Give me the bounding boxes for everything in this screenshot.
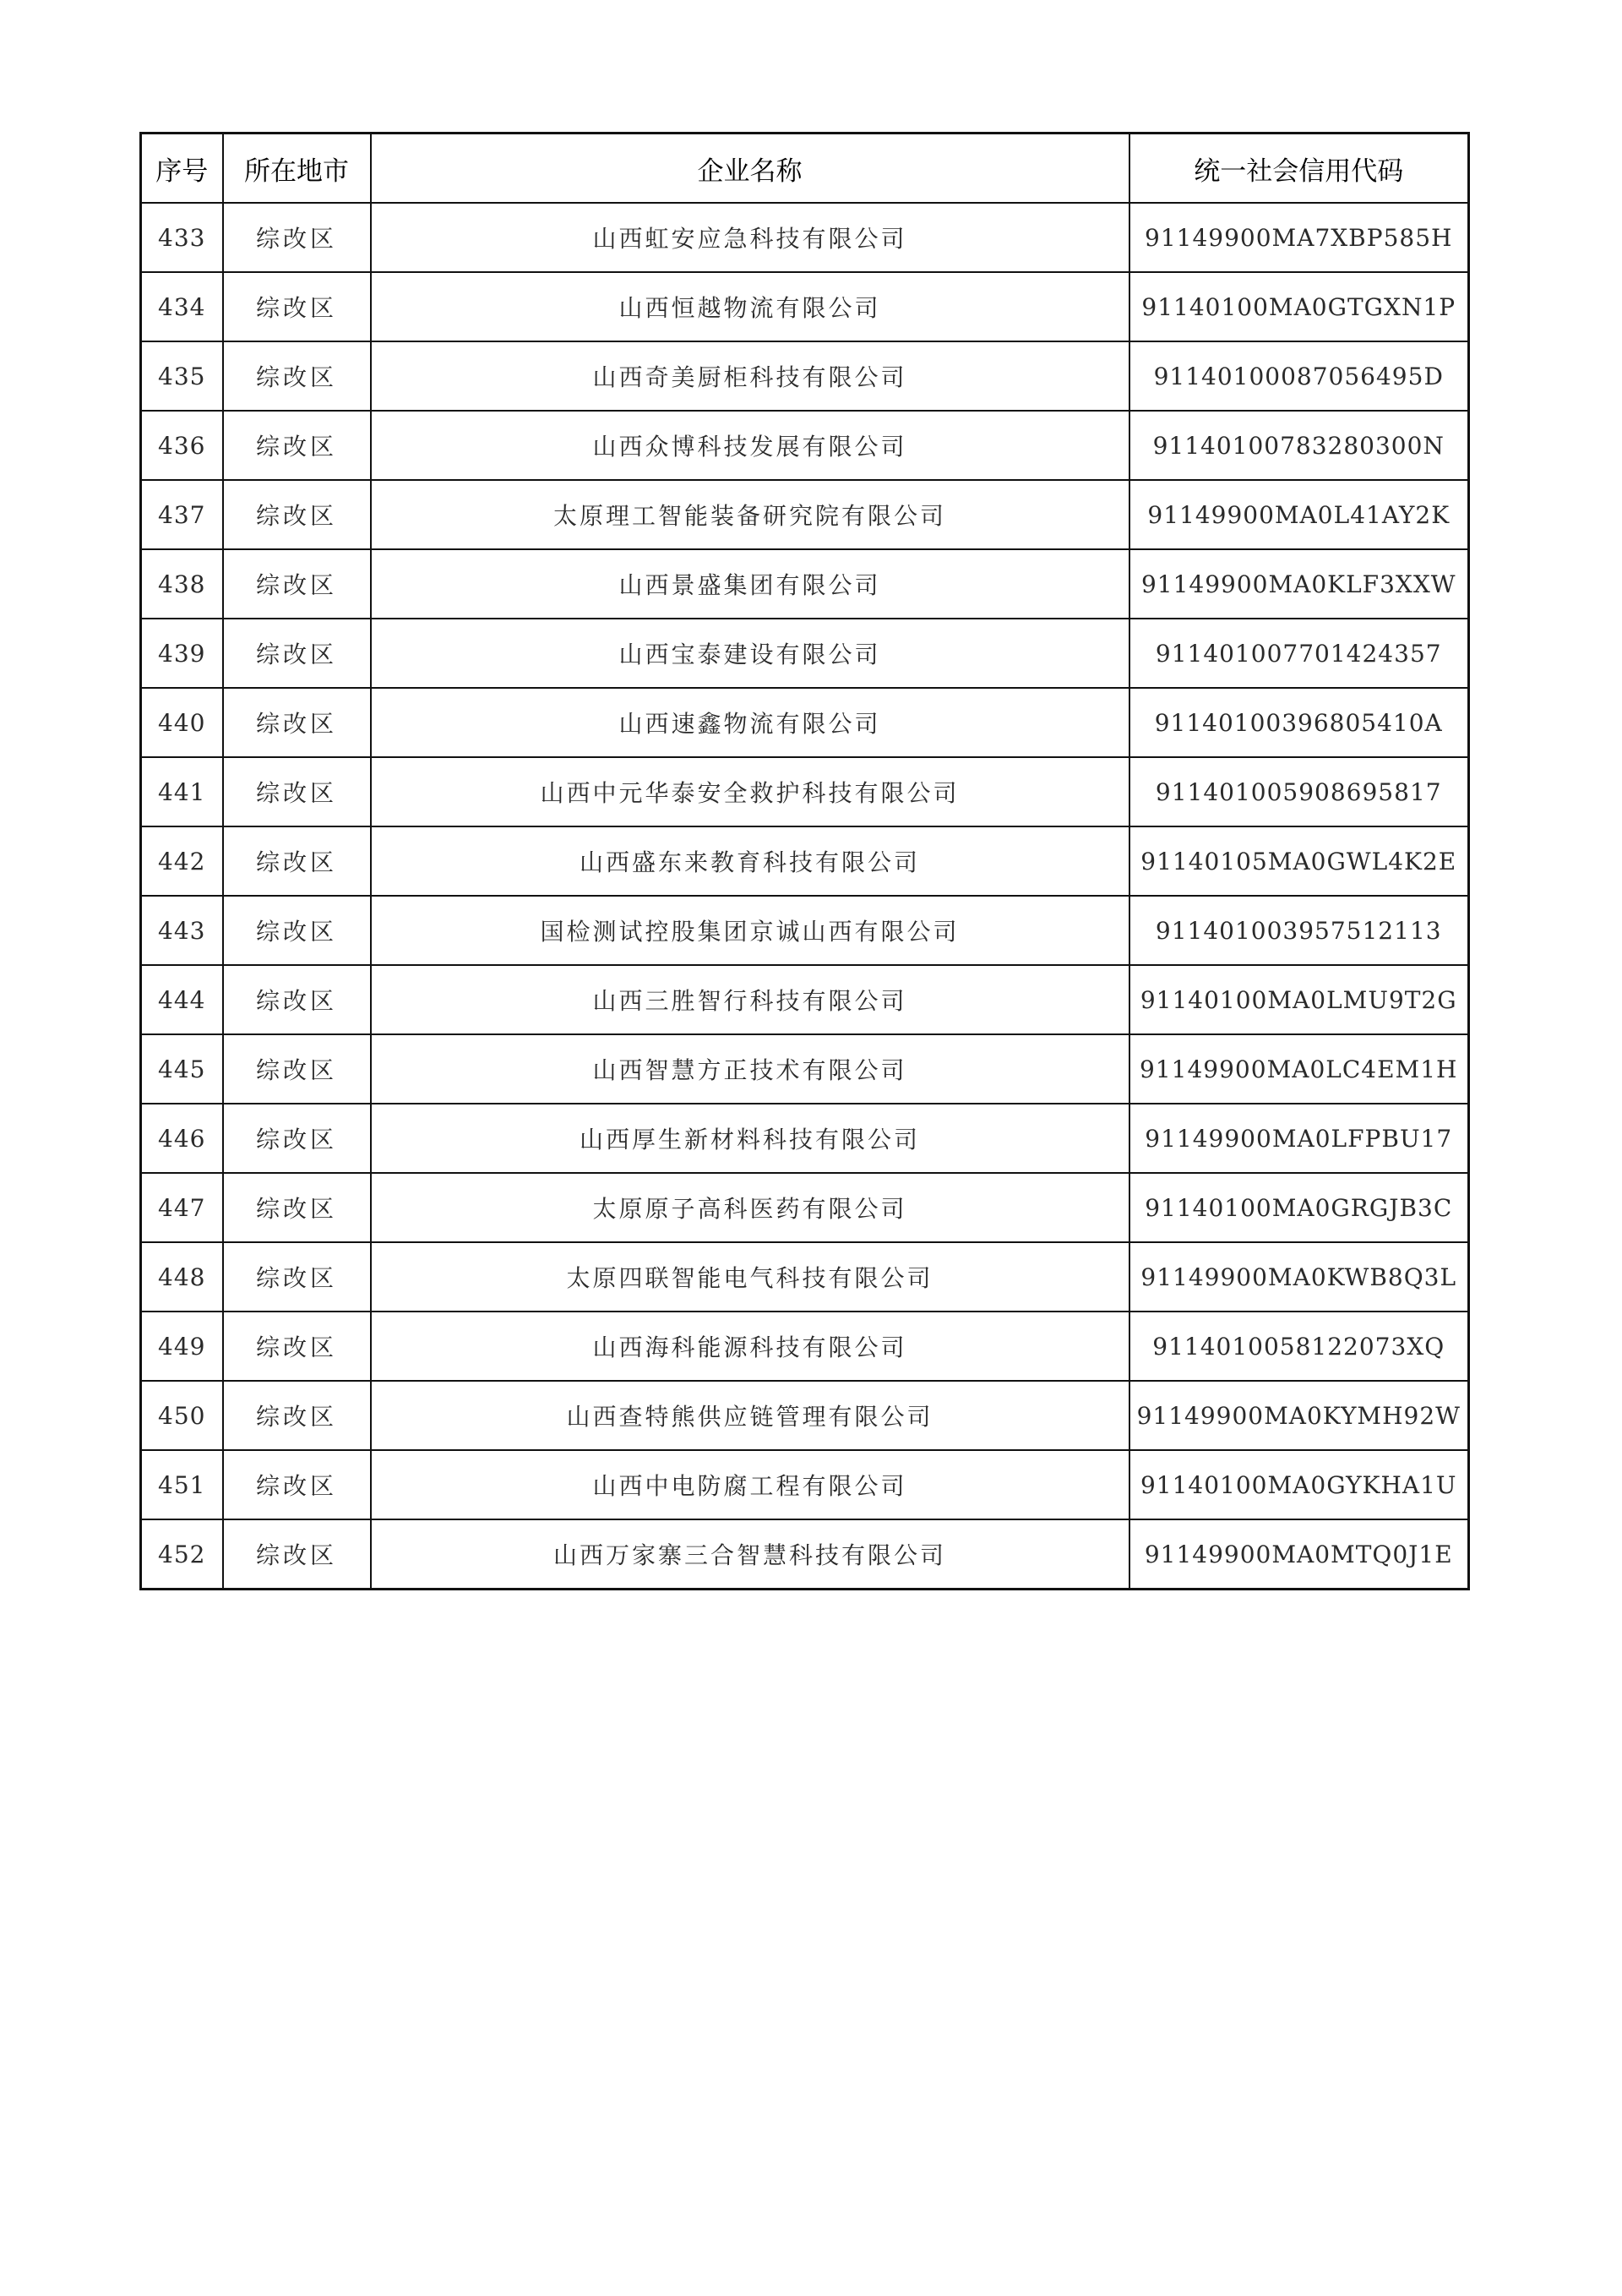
cell-credit-code: 91149900MA0KYMH92W [1129, 1381, 1469, 1450]
table-row [141, 272, 1469, 341]
cell-enterprise-name: 山西众博科技发展有限公司 [371, 411, 1129, 480]
cell-seq: 437 [141, 480, 223, 549]
cell-seq: 439 [141, 619, 223, 688]
cell-credit-code: 91149900MA0L41AY2K [1129, 480, 1469, 549]
cell-seq: 446 [141, 1104, 223, 1173]
cell-city: 综改区 [223, 480, 371, 549]
table-row [141, 1450, 1469, 1519]
table-row [141, 1242, 1469, 1312]
table-row [141, 203, 1469, 272]
cell-city: 综改区 [223, 203, 371, 272]
table-row [141, 1104, 1469, 1173]
table-row [141, 896, 1469, 965]
cell-seq: 433 [141, 203, 223, 272]
cell-city: 综改区 [223, 619, 371, 688]
table-row [141, 411, 1469, 480]
table-row [141, 688, 1469, 757]
cell-credit-code: 91149900MA0KWB8Q3L [1129, 1242, 1469, 1312]
cell-enterprise-name: 太原原子高科医药有限公司 [371, 1173, 1129, 1242]
cell-city: 综改区 [223, 411, 371, 480]
cell-credit-code: 911401005908695817 [1129, 757, 1469, 826]
cell-city: 综改区 [223, 272, 371, 341]
cell-credit-code: 91140100396805410A [1129, 688, 1469, 757]
cell-city: 综改区 [223, 1242, 371, 1312]
cell-credit-code: 911401003957512113 [1129, 896, 1469, 965]
table-row [141, 965, 1469, 1034]
cell-city: 综改区 [223, 1519, 371, 1590]
cell-enterprise-name: 山西盛东来教育科技有限公司 [371, 826, 1129, 896]
cell-credit-code: 91140100MA0GTGXN1P [1129, 272, 1469, 341]
cell-enterprise-name: 山西查特熊供应链管理有限公司 [371, 1381, 1129, 1450]
table-row [141, 1173, 1469, 1242]
cell-enterprise-name: 国检测试控股集团京诚山西有限公司 [371, 896, 1129, 965]
cell-credit-code: 91140100MA0LMU9T2G [1129, 965, 1469, 1034]
cell-city: 综改区 [223, 341, 371, 411]
header-row [141, 134, 1469, 204]
table-row [141, 1381, 1469, 1450]
header-city: 所在地市 [223, 134, 371, 204]
table-row [141, 1519, 1469, 1590]
cell-credit-code: 91149900MA0LC4EM1H [1129, 1034, 1469, 1104]
cell-seq: 445 [141, 1034, 223, 1104]
table-row [141, 480, 1469, 549]
cell-enterprise-name: 山西恒越物流有限公司 [371, 272, 1129, 341]
cell-credit-code: 91149900MA7XBP585H [1129, 203, 1469, 272]
header-seq: 序号 [141, 134, 223, 204]
cell-seq: 443 [141, 896, 223, 965]
table-row [141, 549, 1469, 619]
cell-city: 综改区 [223, 549, 371, 619]
cell-enterprise-name: 山西中电防腐工程有限公司 [371, 1450, 1129, 1519]
cell-credit-code: 91140105MA0GWL4K2E [1129, 826, 1469, 896]
cell-enterprise-name: 山西速鑫物流有限公司 [371, 688, 1129, 757]
cell-city: 综改区 [223, 896, 371, 965]
cell-enterprise-name: 山西虹安应急科技有限公司 [371, 203, 1129, 272]
cell-enterprise-name: 山西厚生新材料科技有限公司 [371, 1104, 1129, 1173]
table-row [141, 1034, 1469, 1104]
cell-enterprise-name: 山西智慧方正技术有限公司 [371, 1034, 1129, 1104]
table-header [141, 134, 1469, 204]
cell-seq: 449 [141, 1312, 223, 1381]
header-code: 统一社会信用代码 [1129, 134, 1469, 204]
table-row [141, 826, 1469, 896]
cell-credit-code: 911401007701424357 [1129, 619, 1469, 688]
cell-seq: 442 [141, 826, 223, 896]
cell-seq: 447 [141, 1173, 223, 1242]
cell-seq: 434 [141, 272, 223, 341]
table-row [141, 757, 1469, 826]
enterprise-table [139, 132, 1470, 1590]
cell-city: 综改区 [223, 1034, 371, 1104]
cell-city: 综改区 [223, 965, 371, 1034]
cell-enterprise-name: 山西海科能源科技有限公司 [371, 1312, 1129, 1381]
cell-enterprise-name: 山西中元华泰安全救护科技有限公司 [371, 757, 1129, 826]
table-row [141, 619, 1469, 688]
cell-enterprise-name: 太原四联智能电气科技有限公司 [371, 1242, 1129, 1312]
cell-city: 综改区 [223, 1173, 371, 1242]
cell-credit-code: 91140100MA0GRGJB3C [1129, 1173, 1469, 1242]
table-row [141, 341, 1469, 411]
cell-seq: 438 [141, 549, 223, 619]
cell-credit-code: 91149900MA0LFPBU17 [1129, 1104, 1469, 1173]
cell-credit-code: 91140100783280300N [1129, 411, 1469, 480]
cell-city: 综改区 [223, 688, 371, 757]
cell-seq: 436 [141, 411, 223, 480]
cell-credit-code: 91140100MA0GYKHA1U [1129, 1450, 1469, 1519]
cell-seq: 441 [141, 757, 223, 826]
cell-seq: 444 [141, 965, 223, 1034]
cell-enterprise-name: 太原理工智能装备研究院有限公司 [371, 480, 1129, 549]
cell-seq: 452 [141, 1519, 223, 1590]
cell-enterprise-name: 山西三胜智行科技有限公司 [371, 965, 1129, 1034]
cell-credit-code: 9114010058122073XQ [1129, 1312, 1469, 1381]
cell-city: 综改区 [223, 1104, 371, 1173]
cell-seq: 448 [141, 1242, 223, 1312]
cell-seq: 451 [141, 1450, 223, 1519]
header-name: 企业名称 [371, 134, 1129, 204]
cell-seq: 435 [141, 341, 223, 411]
table-row [141, 1312, 1469, 1381]
cell-enterprise-name: 山西万家寨三合智慧科技有限公司 [371, 1519, 1129, 1590]
cell-city: 综改区 [223, 757, 371, 826]
cell-credit-code: 91149900MA0MTQ0J1E [1129, 1519, 1469, 1590]
cell-city: 综改区 [223, 1381, 371, 1450]
cell-credit-code: 91140100087056495D [1129, 341, 1469, 411]
cell-city: 综改区 [223, 1312, 371, 1381]
cell-enterprise-name: 山西景盛集团有限公司 [371, 549, 1129, 619]
cell-seq: 440 [141, 688, 223, 757]
cell-enterprise-name: 山西奇美厨柜科技有限公司 [371, 341, 1129, 411]
cell-enterprise-name: 山西宝泰建设有限公司 [371, 619, 1129, 688]
cell-city: 综改区 [223, 826, 371, 896]
cell-credit-code: 91149900MA0KLF3XXW [1129, 549, 1469, 619]
cell-city: 综改区 [223, 1450, 371, 1519]
table-body [141, 203, 1469, 1590]
cell-seq: 450 [141, 1381, 223, 1450]
